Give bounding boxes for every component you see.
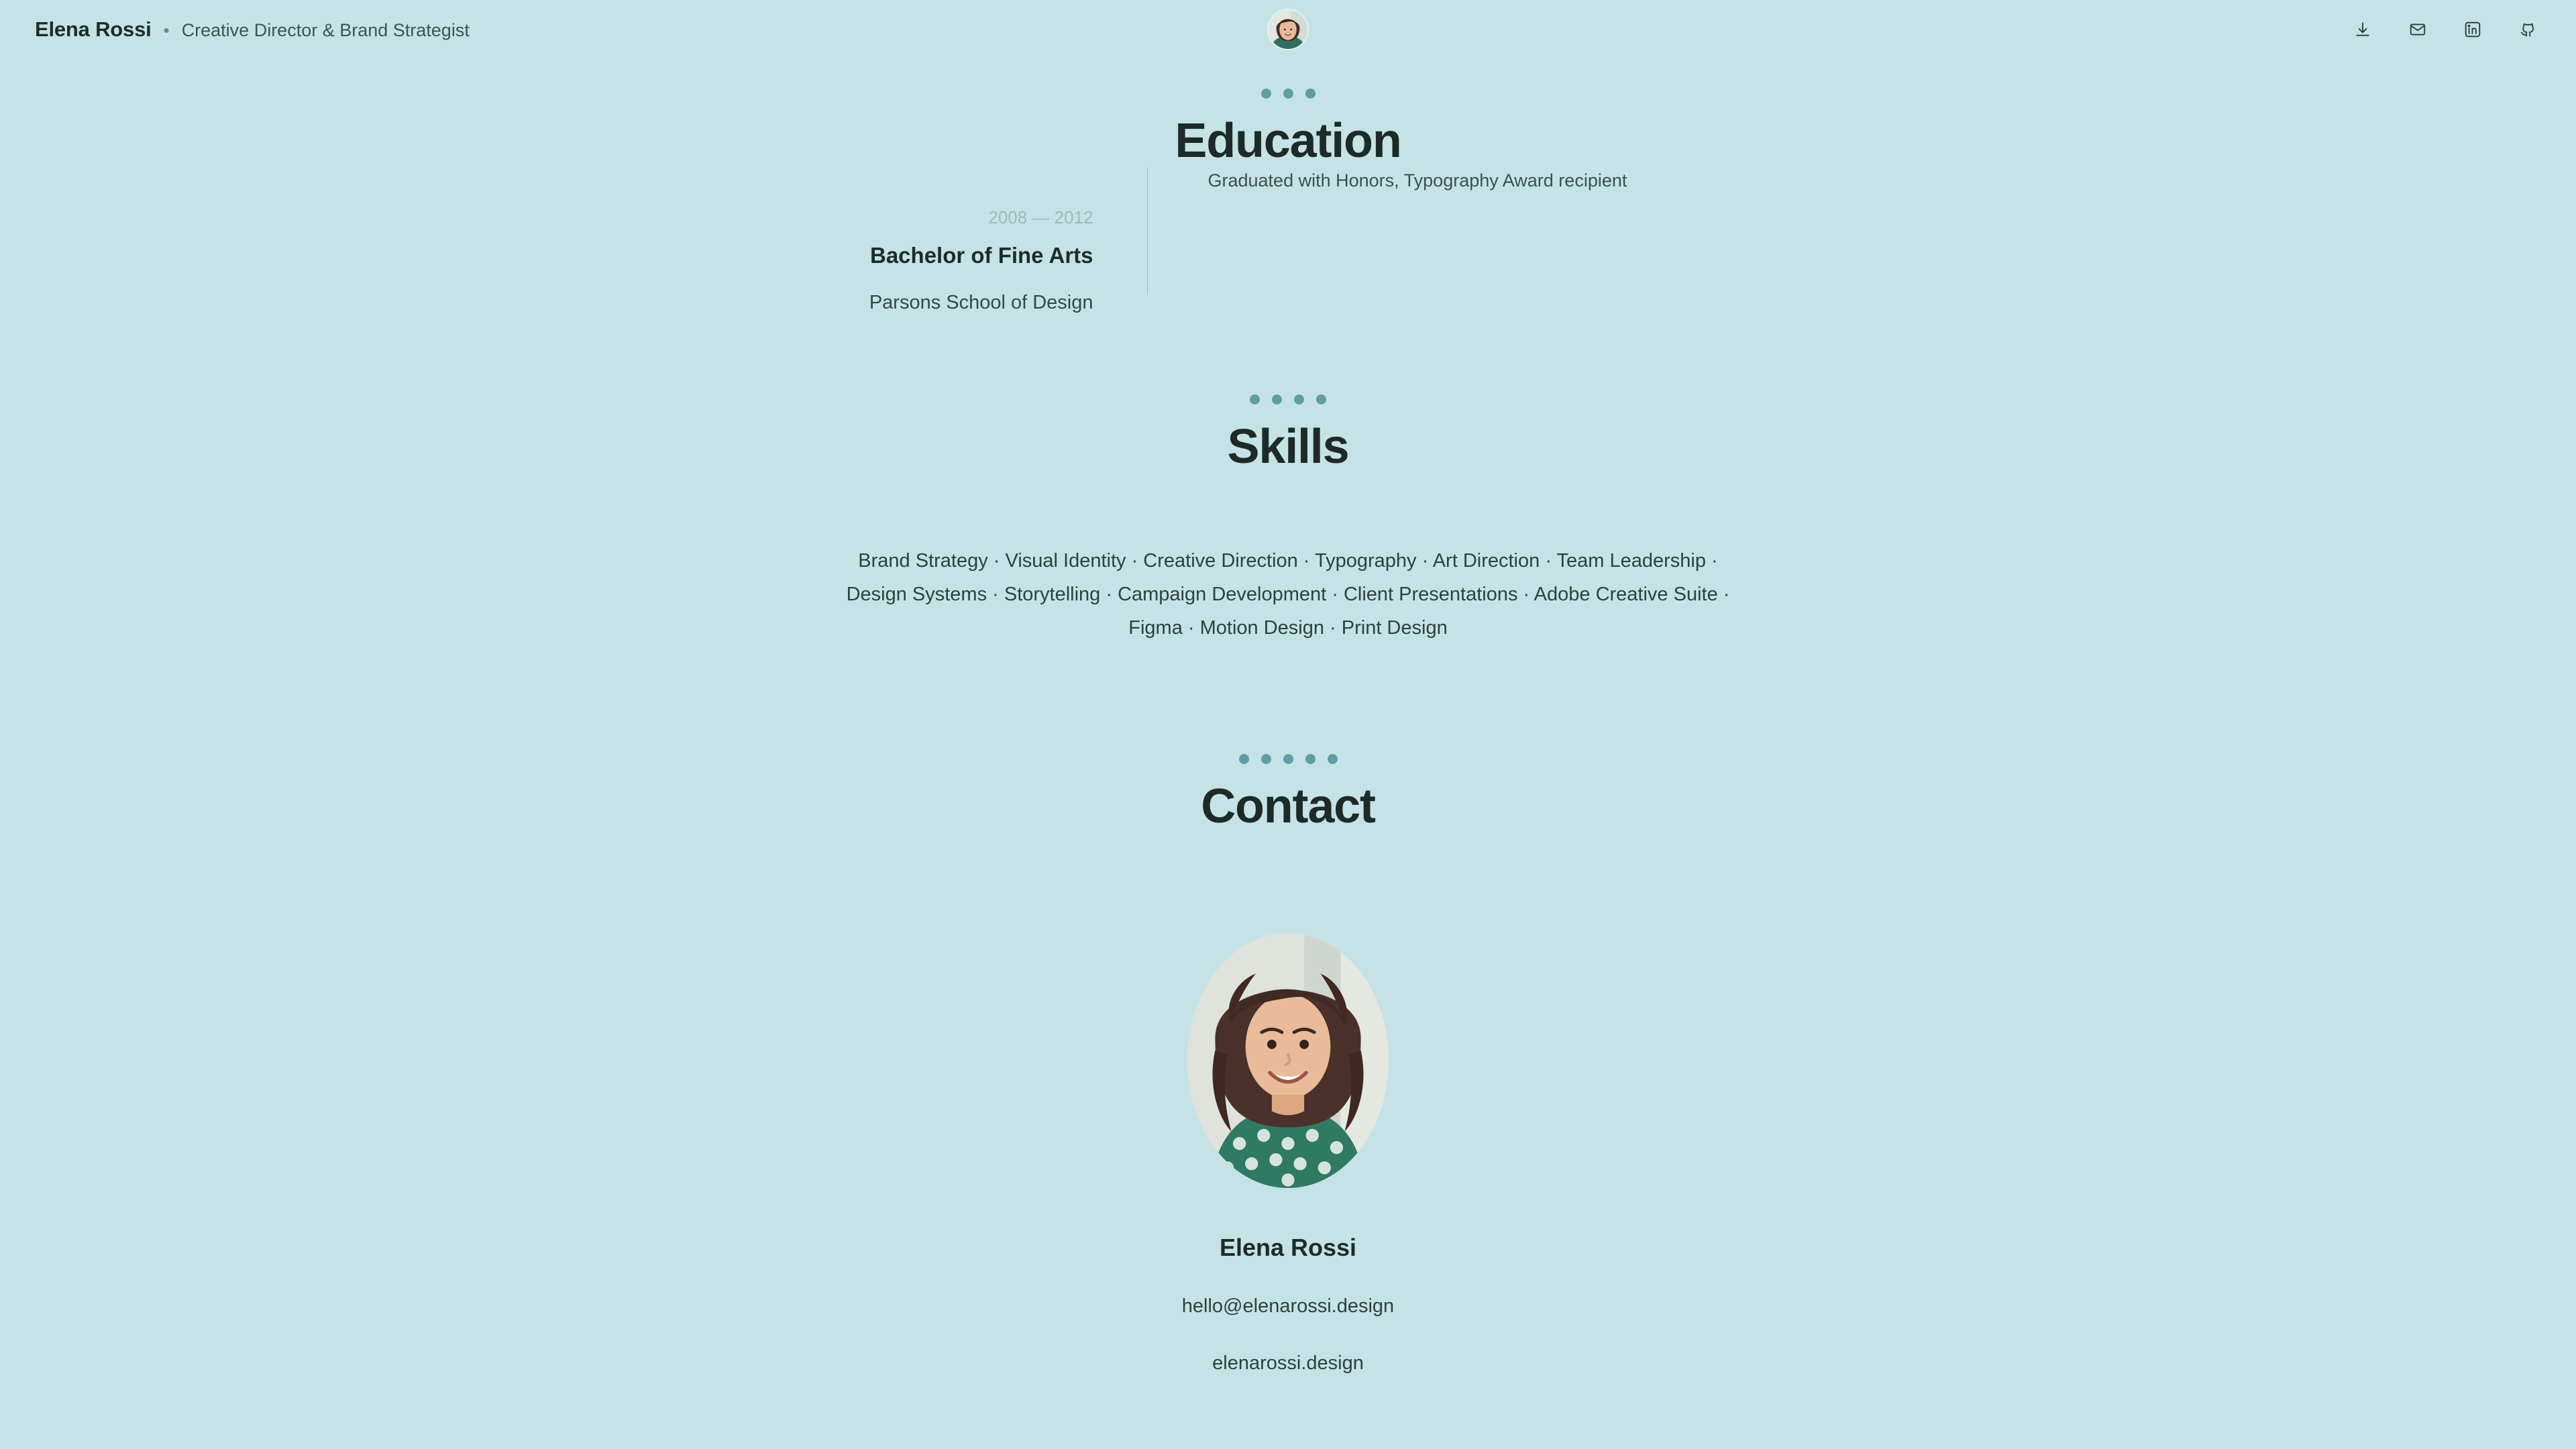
section-contact xyxy=(0,754,2576,1375)
contact-website[interactable]: elenarossi.design xyxy=(1212,1352,1364,1374)
section-dots-contact xyxy=(0,754,2576,764)
contact-name: Elena Rossi xyxy=(1219,1233,1357,1261)
page-title-education: Education xyxy=(1175,114,1401,168)
section-education xyxy=(0,89,2576,314)
github-icon[interactable] xyxy=(2514,16,2541,43)
header-avatar xyxy=(1269,10,1307,49)
education-divider xyxy=(1147,167,1148,294)
education-degree: Bachelor of Fine Arts xyxy=(870,242,1093,268)
page-title-skills: Skills xyxy=(1227,420,1349,474)
avatar-illustration xyxy=(1187,933,1389,1188)
brand-name: Elena Rossi xyxy=(35,17,152,41)
education-years: 2008 — 2012 xyxy=(988,207,1093,227)
contact-email[interactable]: hello@elenarossi.design xyxy=(1181,1295,1395,1317)
top-bar xyxy=(0,0,2576,59)
education-school: Parsons School of Design xyxy=(869,292,1093,314)
section-dots-skills xyxy=(0,394,2576,405)
email-icon[interactable] xyxy=(2404,16,2431,43)
contact-avatar xyxy=(1187,933,1389,1188)
linkedin-icon[interactable] xyxy=(2459,16,2486,43)
skills-list: Brand Strategy · Visual Identity · Creative Direction · Typography · Art Direction · Team Leadership · Design Systems · Storytelling · Campaign Development · Client Presentations · Adobe Creative Suite · Figma · Motion Design · Print Design xyxy=(846,549,1730,639)
section-dots-education xyxy=(0,89,2576,99)
education-entry xyxy=(0,170,2576,315)
brand-role: Creative Director & Brand Strategist xyxy=(181,20,470,40)
download-icon[interactable] xyxy=(2349,16,2376,43)
education-entry-left xyxy=(825,207,1147,315)
brand xyxy=(35,17,470,42)
avatar-illustration xyxy=(1269,10,1307,49)
top-bar-actions xyxy=(2349,16,2541,43)
brand-separator: • xyxy=(163,20,170,40)
education-note: Graduated with Honors, Typography Award recipient xyxy=(1208,170,1627,191)
page-title-contact: Contact xyxy=(1201,780,1375,833)
section-skills xyxy=(0,394,2576,645)
